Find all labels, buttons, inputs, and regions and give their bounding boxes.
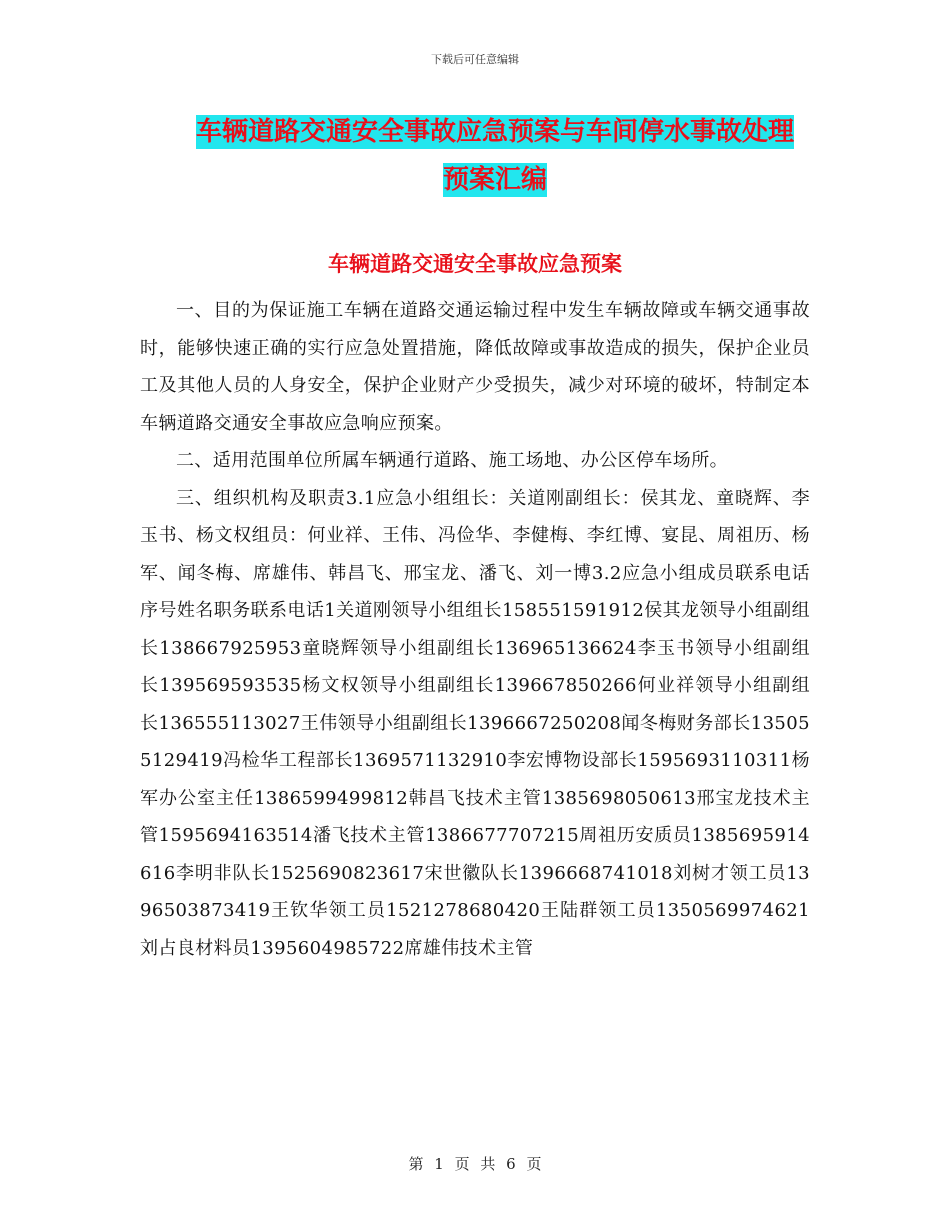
paragraph-organization: 三、组织机构及职责3.1应急小组组长：关道刚副组长：侯其龙、童晓辉、李玉书、杨文权组员：何业祥、王伟、冯俭华、李健梅、李红博、宴昆、周祖历、杨军、闻冬梅、席雄伟、韩昌飞、邢宝龙、潘飞、刘一博3.2应急小组成员联系电话序号姓名职务联系电话1关道刚领导小组组长158551591912侯其龙领导小组副组长138667925953童晓辉领导小组副组长136965136624李玉书领导小组副组长139569593535杨文权领导小组副组长139667850266何业祥领导小组副组长136555113027王伟领导小组副组长1396667250208闻冬梅财务部长135055129419冯检华工程部长1369571132910李宏博物设部长1595693110311杨军办公室主任1386599499812韩昌飞技术主管1385698050613邢宝龙技术主管1595694163514潘飞技术主管1386677707215周祖历安质员1385695914616李明非队长1525690823617宋世徽队长1396668741018刘树才领工员1396503873419王钦华领工员1521278680420王陆群领工员1350569974621刘占良材料员1395604985722席雄伟技术主管	[140, 487, 810, 959]
paragraph-scope: 二、适用范围单位所属车辆通行道路、施工场地、办公区停车场所。	[176, 450, 728, 471]
page-number: 第 1 页 共 6 页	[408, 1155, 542, 1173]
document-body	[140, 292, 810, 967]
document-title-line-1: 车辆道路交通安全事故应急预案与车间停水事故处理	[195, 117, 794, 147]
document-title-line-2: 预案汇编	[442, 165, 547, 195]
document-title	[140, 108, 850, 204]
paragraph-purpose: 一、目的为保证施工车辆在道路交通运输过程中发生车辆故障或车辆交通事故时，能够快速正确的实行应急处置措施，降低故障或事故造成的损失，保护企业员工及其他人员的人身安全，保护企业财产少受损失，减少对环境的破坏，特制定本车辆道路交通安全事故应急响应预案。	[140, 300, 810, 434]
page-header-note: 下载后可任意编辑	[431, 53, 519, 66]
section-title: 车辆道路交通安全事故应急预案	[328, 252, 622, 276]
